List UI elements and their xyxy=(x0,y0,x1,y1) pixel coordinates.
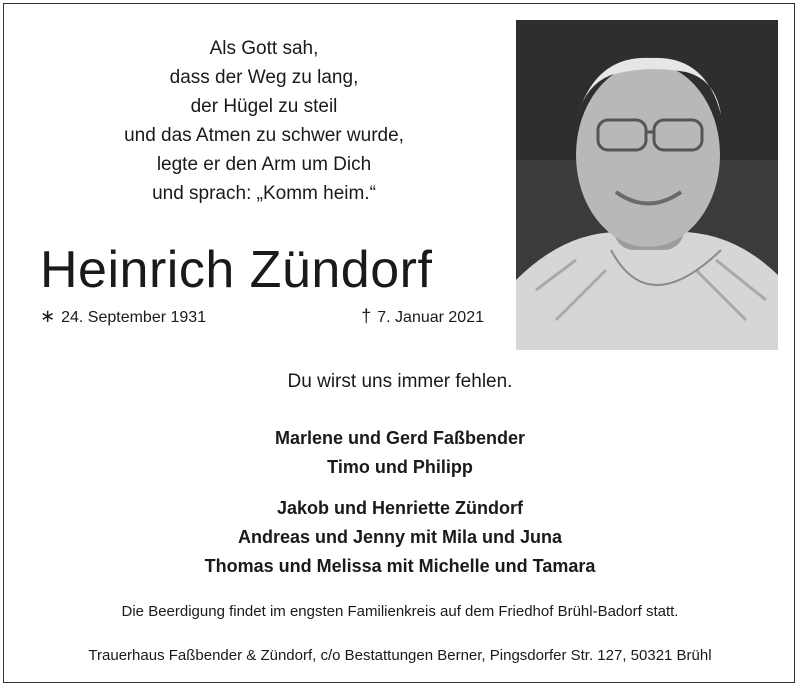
poem-line: dass der Weg zu lang, xyxy=(169,67,359,88)
portrait-photo xyxy=(516,20,778,350)
asterisk-icon: ∗ xyxy=(40,306,56,326)
family-line: Jakob und Henriette Zündorf xyxy=(276,498,523,518)
poem-line: Als Gott sah, xyxy=(209,38,319,59)
poem-line: und das Atmen zu schwer wurde, xyxy=(124,125,404,146)
tagline: Du wirst uns immer fehlen. xyxy=(287,371,513,392)
birth-date-group xyxy=(40,306,206,328)
poem-line: und sprach: „Komm heim.“ xyxy=(152,183,376,204)
birth-date: 24. September 1931 xyxy=(61,309,207,326)
death-date-group xyxy=(361,306,484,328)
family-line: Thomas und Melissa mit Michelle und Tamara xyxy=(204,556,596,576)
family-line: Andreas und Jenny mit Mila und Juna xyxy=(237,527,563,547)
family-group-1 xyxy=(4,424,796,482)
portrait-photo-icon xyxy=(516,20,778,350)
family-line: Timo und Philipp xyxy=(327,457,473,477)
obituary-card xyxy=(3,3,795,683)
family-group-2 xyxy=(4,494,796,581)
poem-line: der Hügel zu steil xyxy=(190,96,338,117)
cross-icon: † xyxy=(361,306,372,326)
death-date: 7. Januar 2021 xyxy=(377,309,484,326)
deceased-name: Heinrich Zündorf xyxy=(40,241,433,299)
funeral-notice: Die Beerdigung findet im engsten Familienkreis auf dem Friedhof Brühl-Badorf statt. xyxy=(121,603,679,620)
mourning-house-address: Trauerhaus Faßbender & Zündorf, c/o Bestattungen Berner, Pingsdorfer Str. 127, 50321 Brühl xyxy=(88,647,712,664)
poem-line: legte er den Arm um Dich xyxy=(156,154,372,175)
poem xyxy=(44,34,484,208)
family-line: Marlene und Gerd Faßbender xyxy=(274,428,526,448)
